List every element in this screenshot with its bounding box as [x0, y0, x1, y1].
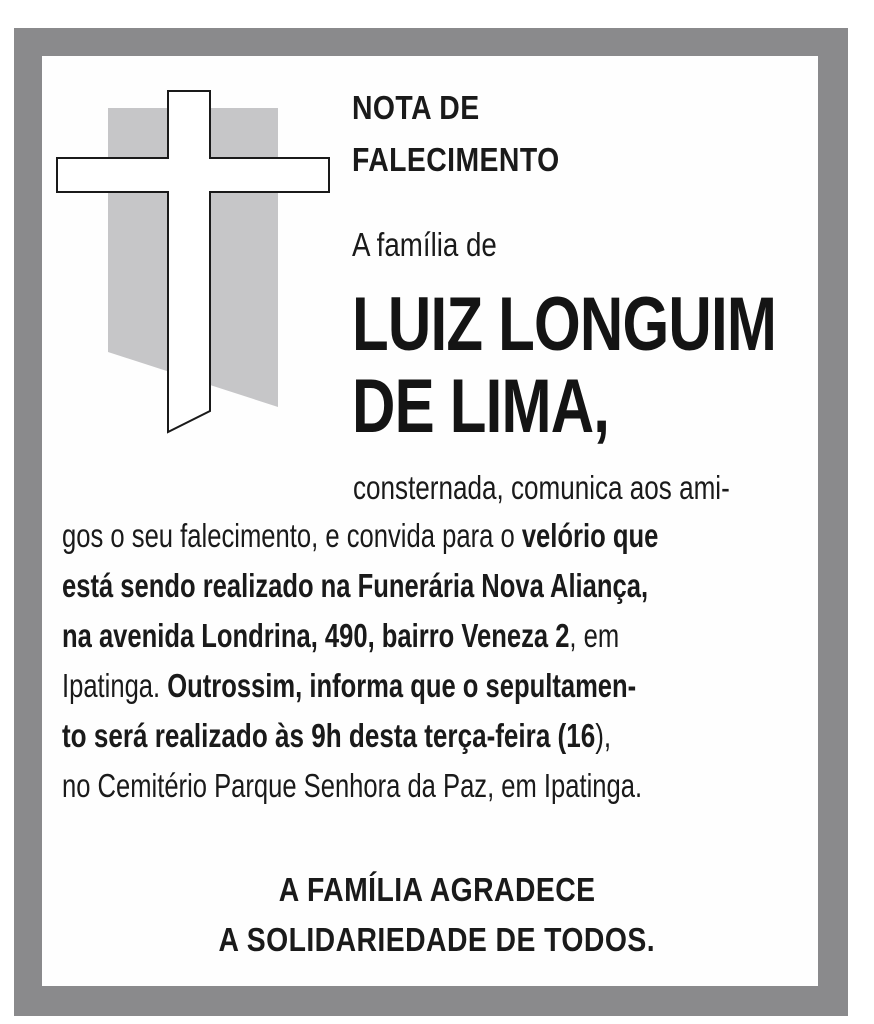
body-line: gos o seu falecimento, e convida para o velório que	[62, 517, 659, 554]
cross-shape	[57, 91, 329, 432]
cross-icon	[56, 90, 332, 436]
body-line: no Cemitério Parque Senhora da Paz, em Ipatinga.	[62, 767, 643, 804]
heading-line-2: FALECIMENTO	[352, 141, 560, 178]
notice-heading	[352, 82, 560, 186]
deceased-name	[352, 284, 776, 448]
body-line: to será realizado às 9h desta terça-feira (16),	[62, 717, 612, 754]
closing-line-1: A FAMÍLIA AGRADECE	[278, 871, 596, 908]
name-line-2: DE LIMA,	[352, 364, 610, 449]
intro-text: A família de	[352, 226, 497, 263]
body-line: Ipatinga. Outrossim, informa que o sepultamen-	[62, 667, 637, 704]
closing-line-2: A SOLIDARIEDADE DE TODOS.	[218, 921, 656, 958]
heading-line-1: NOTA DE	[352, 89, 480, 126]
body-line: está sendo realizado na Funerária Nova Aliança,	[62, 567, 649, 604]
name-line-1: LUIZ LONGUIM	[352, 282, 777, 367]
body-line: consternada, comunica aos ami-	[353, 469, 730, 506]
body-line: na avenida Londrina, 490, bairro Veneza 2, em	[62, 617, 620, 654]
